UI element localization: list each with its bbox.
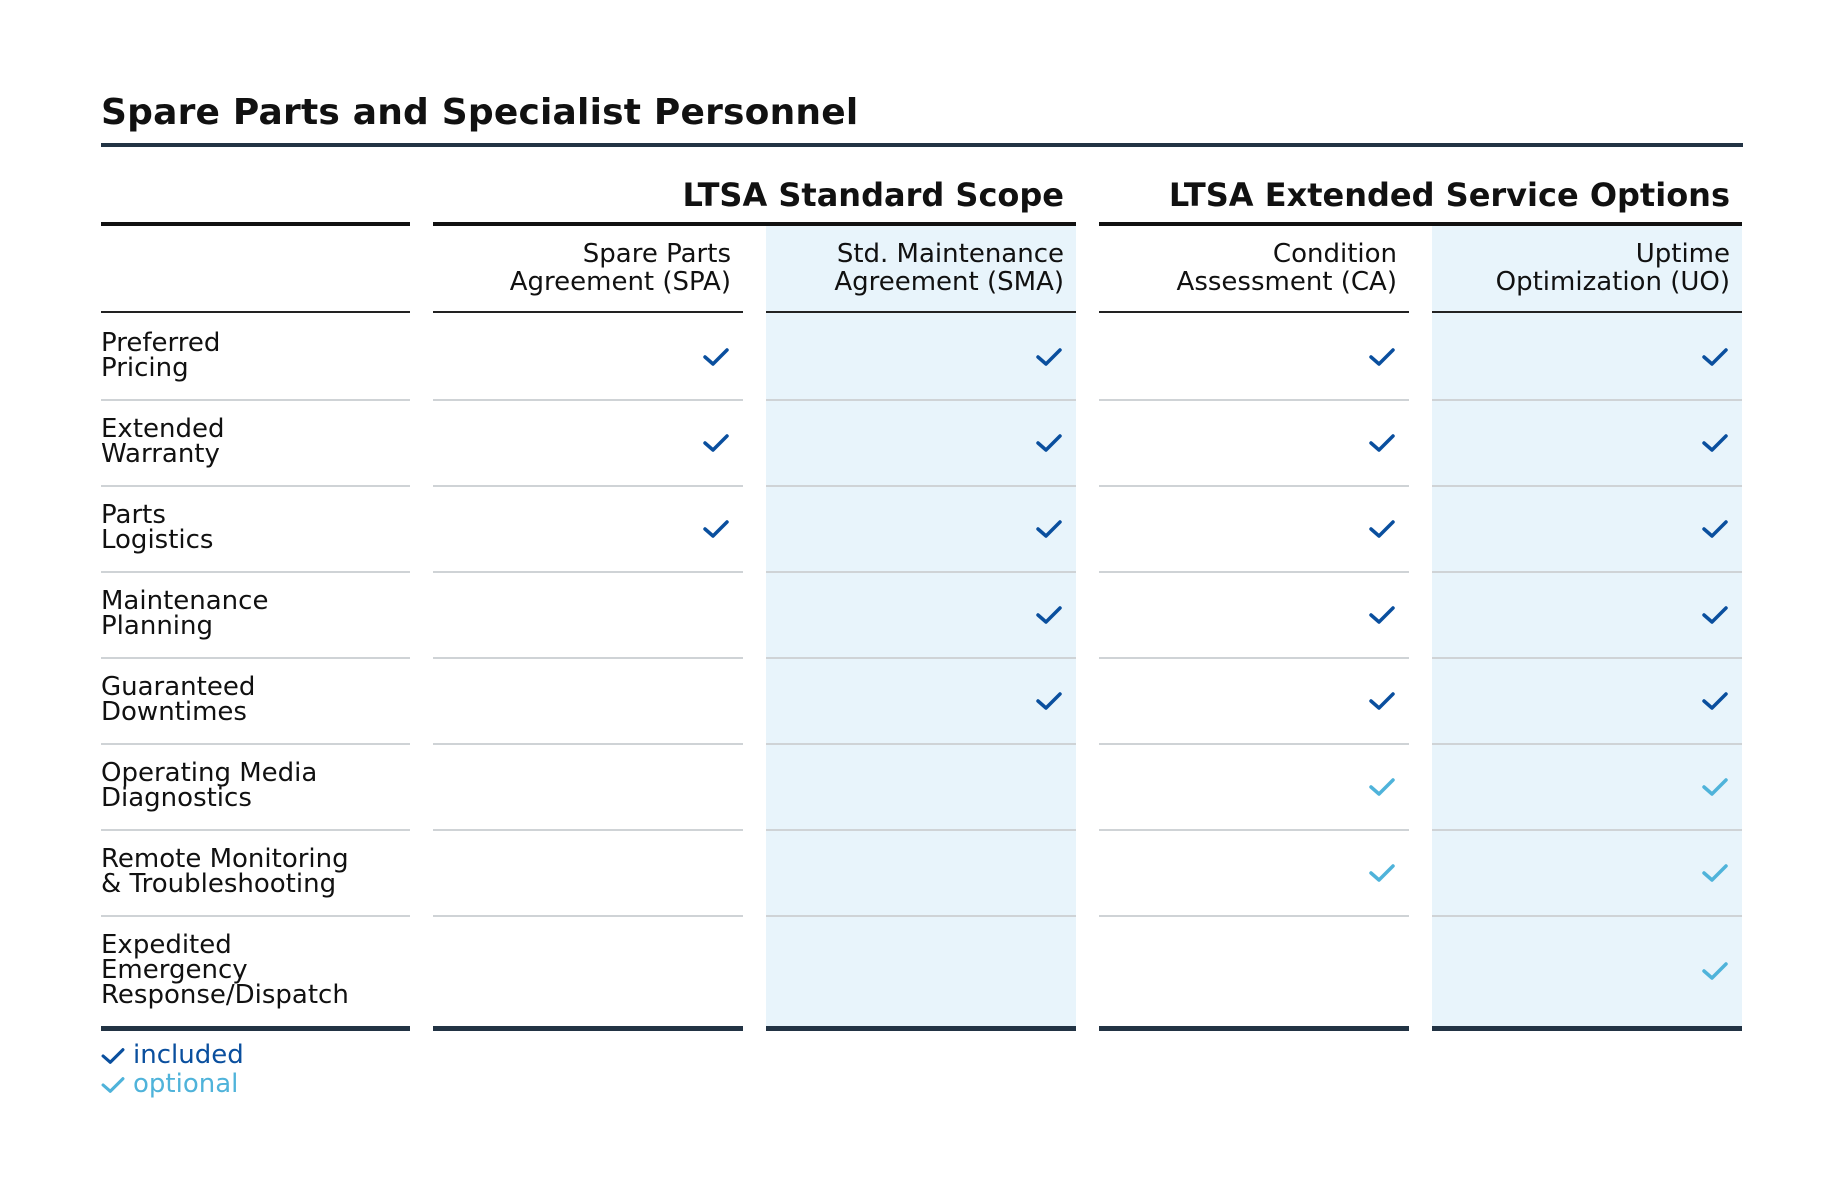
row-label-line: Pricing [101,353,189,383]
row-label-line: Downtimes [101,697,247,727]
row-divider [1099,657,1409,659]
row-divider [433,571,743,573]
row-divider [1432,743,1742,745]
row-divider [766,485,1076,487]
check-icon-included [1036,433,1062,453]
check-icon-included [1369,433,1395,453]
row-label [101,414,225,469]
check-icon [1369,777,1395,797]
row-divider [433,829,743,831]
check-icon [1369,433,1395,453]
table-bottom-rule [101,1026,410,1031]
row-label-line: & Troubleshooting [101,869,337,899]
table-bottom-rule [433,1026,743,1031]
check-icon [101,1076,125,1094]
column-header-line: Condition [1272,239,1397,269]
header-divider [101,311,410,313]
row-label-line: Planning [101,611,213,641]
row-divider [1099,485,1409,487]
row-divider [1432,829,1742,831]
check-icon [1369,691,1395,711]
row-divider [766,571,1076,573]
column-header-line: Std. Maintenance [836,239,1064,269]
group-header: LTSA Standard Scope [682,176,1064,214]
highlight-column-bg [1432,226,1742,1026]
row-label-line: Maintenance [101,586,269,616]
row-divider [1432,915,1742,917]
row-divider [433,485,743,487]
column-header-line: Uptime [1635,239,1730,269]
row-divider [433,743,743,745]
row-divider [1099,571,1409,573]
row-label-line: Expedited [101,929,232,960]
check-icon-included [1036,605,1062,625]
row-divider [1432,399,1742,401]
row-divider [1432,657,1742,659]
column-header-line: Agreement (SMA) [834,267,1064,297]
check-icon [1702,347,1728,367]
row-label-line: Diagnostics [101,783,252,813]
check-icon [1702,863,1728,883]
row-label [101,586,269,641]
column-header [1099,240,1409,312]
check-icon-included [1369,347,1395,367]
row-divider [1099,829,1409,831]
row-label-line: Operating Media [101,758,318,788]
row-label-line: Remote Monitoring [101,844,349,874]
table-bottom-rule [766,1026,1076,1031]
row-label [101,672,256,727]
legend-optional-label: optional [133,1069,239,1099]
column-header-line: Spare Parts [582,239,731,269]
row-label-line: Logistics [101,525,214,555]
row-divider [101,571,410,573]
check-icon-included [1369,605,1395,625]
row-label-line: Emergency [101,954,248,985]
check-icon [1369,605,1395,625]
check-icon [1369,863,1395,883]
check-icon [1702,961,1728,981]
row-divider [101,829,410,831]
check-icon [1369,519,1395,539]
check-icon-included [703,347,729,367]
header-divider [766,311,1076,313]
row-label [101,328,221,383]
check-icon [1702,519,1728,539]
check-icon [1702,605,1728,625]
check-icon [1702,691,1728,711]
check-icon-included [1702,605,1728,625]
column-header [1432,240,1742,312]
row-divider [101,657,410,659]
row-label-line: Warranty [101,439,220,469]
header-divider [1432,311,1742,313]
check-icon-included [703,519,729,539]
check-icon-optional [1702,777,1728,797]
check-icon-optional [1369,863,1395,883]
check-icon-included [1702,519,1728,539]
row-divider [1099,399,1409,401]
row-label-line: Parts [101,500,166,530]
check-icon [1036,347,1062,367]
header-divider [1099,311,1409,313]
group-rule [1099,222,1742,226]
check-icon-included [1702,347,1728,367]
row-label [101,844,349,899]
check-icon [1036,519,1062,539]
row-divider [101,915,410,917]
row-divider [101,485,410,487]
row-label [101,500,214,555]
check-icon [101,1047,125,1065]
row-divider [766,829,1076,831]
legend-included-label: included [133,1040,244,1070]
table-bottom-rule [1432,1026,1742,1031]
row-label-line: Extended [101,414,225,444]
group-rule [433,222,1076,226]
header-divider [433,311,743,313]
row-divider [101,399,410,401]
legend-optional [101,1069,238,1099]
column-header-line: Assessment (CA) [1176,267,1397,297]
column-header [766,240,1076,312]
label-column-rule [101,222,410,226]
row-label-line: Response/Dispatch [101,979,349,1010]
check-icon-included [1036,691,1062,711]
check-icon-optional [1369,777,1395,797]
check-icon [1036,433,1062,453]
row-divider [766,657,1076,659]
check-icon [703,347,729,367]
row-divider [766,915,1076,917]
check-icon [1036,691,1062,711]
row-label-line: Preferred [101,328,221,358]
row-divider [1099,743,1409,745]
check-icon [1702,433,1728,453]
check-icon-included [703,433,729,453]
check-icon [703,519,729,539]
check-icon [1369,347,1395,367]
group-header: LTSA Extended Service Options [1168,176,1730,214]
check-icon-included [1369,691,1395,711]
legend-included [101,1040,244,1070]
highlight-column-bg [766,226,1076,1026]
check-icon-optional [1702,961,1728,981]
check-icon-included [1702,691,1728,711]
row-divider [101,743,410,745]
column-header-line: Optimization (UO) [1495,267,1730,297]
check-icon-included [1702,433,1728,453]
check-icon-included [1036,347,1062,367]
page-title: Spare Parts and Specialist Personnel [101,92,859,133]
column-header-line: Agreement (SPA) [509,267,731,297]
check-icon-included [1369,519,1395,539]
row-divider [433,915,743,917]
row-divider [1099,915,1409,917]
check-icon-included [1036,519,1062,539]
row-divider [766,743,1076,745]
row-divider [433,657,743,659]
row-divider [1432,571,1742,573]
table-bottom-rule [1099,1026,1409,1031]
check-icon [1036,605,1062,625]
row-divider [766,399,1076,401]
row-label [101,758,318,813]
row-divider [1432,485,1742,487]
row-label-line: Guaranteed [101,672,256,702]
column-header [433,240,743,312]
row-divider [433,399,743,401]
row-label [101,929,349,1010]
check-icon-optional [1702,863,1728,883]
title-rule [101,143,1743,147]
check-icon [1702,777,1728,797]
check-icon [703,433,729,453]
